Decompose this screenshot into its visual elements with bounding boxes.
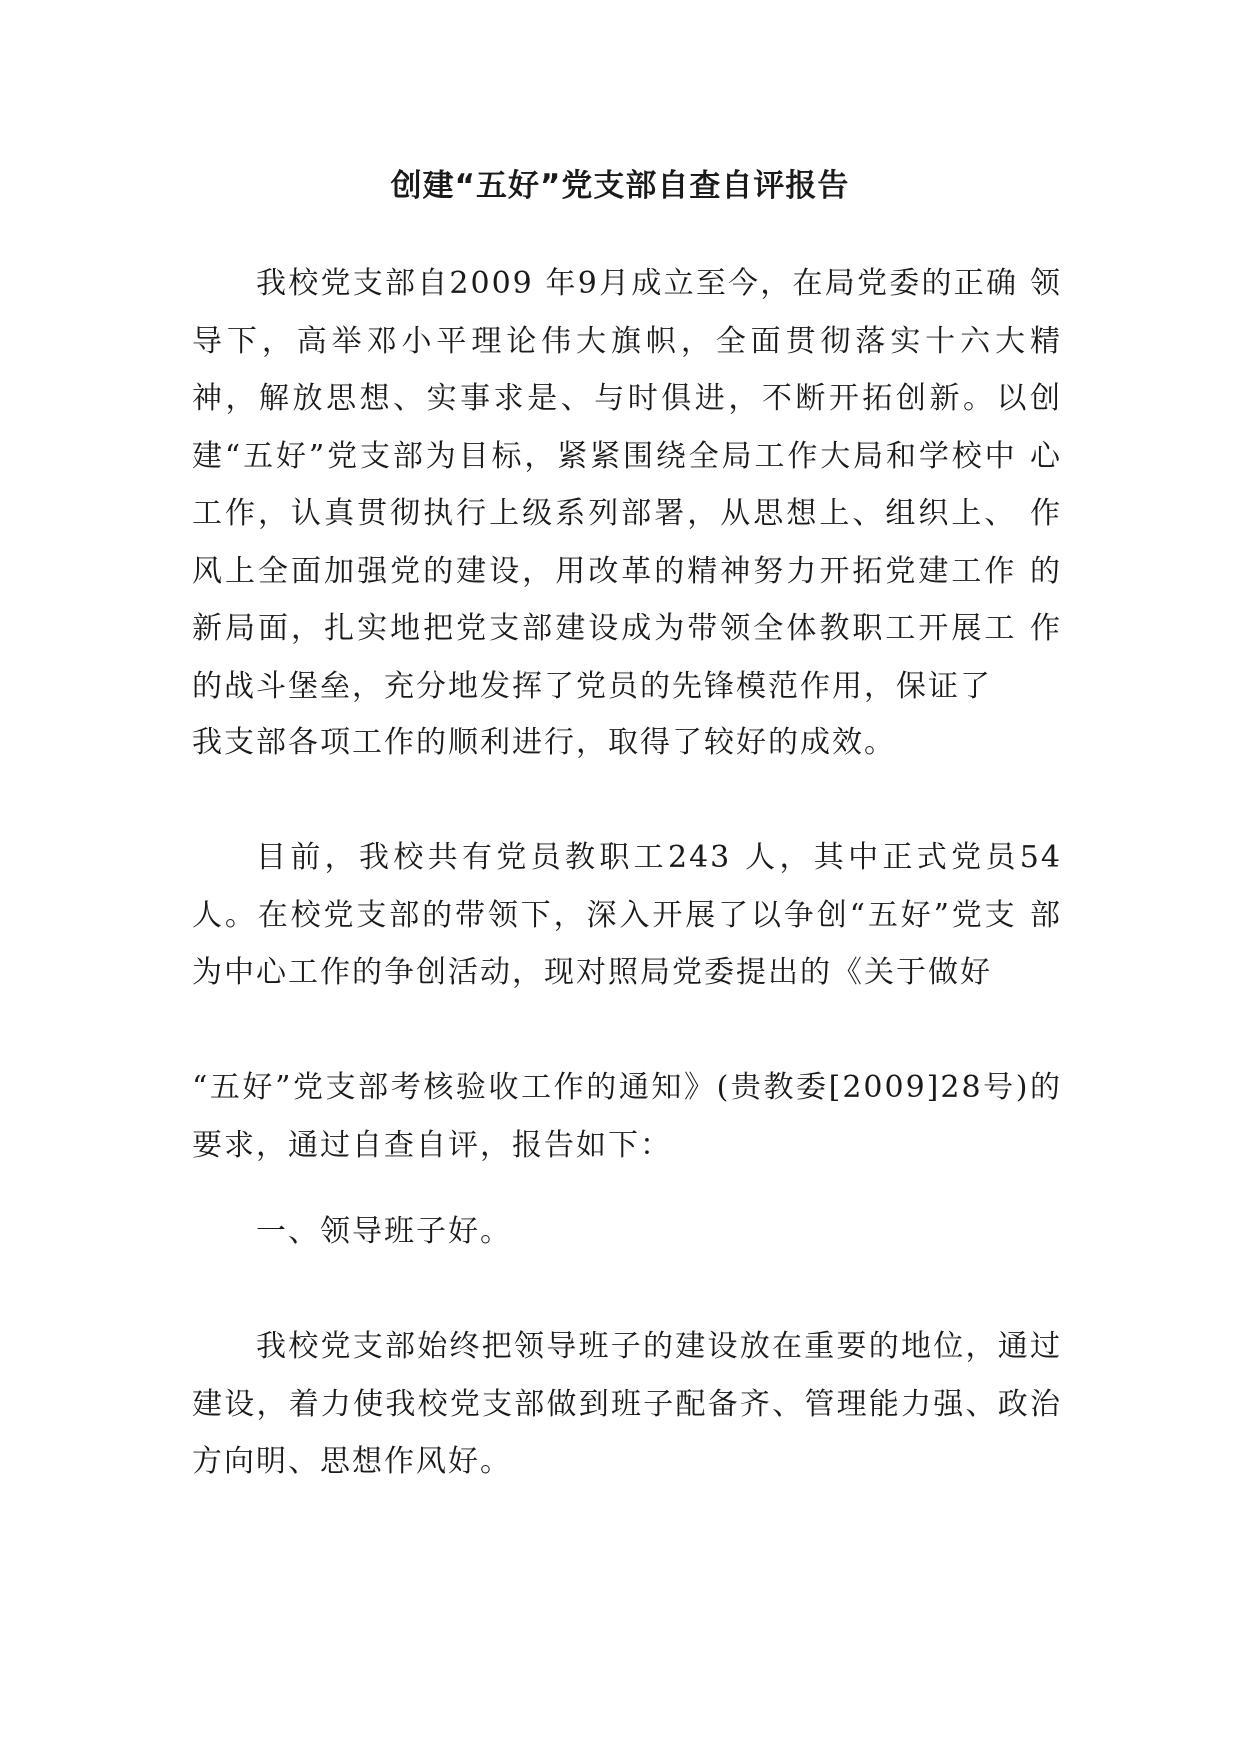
- paragraph-line: 的新局面，扎实地把党支部建设成为带领全体教职工开展工: [192, 553, 1062, 646]
- paragraph-leadership: [192, 1318, 1062, 1491]
- paragraph-members: [192, 829, 1062, 1002]
- paragraph-line: 作风上全面加强党的建设，用改革的精神努力开拓党建工作: [192, 496, 1062, 589]
- paragraph-line: 我校党支部始终把领导班子的建设放在重要的地位，通过建设，着力使我校党支部做到班子配备齐、管理能力强、政治方向明、思想作风好。: [192, 1329, 1062, 1479]
- paragraph-line: “五好”党支部考核验收工作的通知》(贵教委[2009]28号)的要求，通过自查自评，报告如下：: [192, 1070, 1062, 1163]
- paragraph-line: 领导下，高举邓小平理论伟大旗帜，全面贯彻落实十六大精: [192, 266, 1062, 359]
- paragraph-notice: [192, 1059, 1062, 1174]
- paragraph-line: 部为中心工作的争创活动，现对照局党委提出的《关于做好: [192, 897, 1062, 990]
- paragraph-line: 我支部各项工作的顺利进行，取得了较好的成效。: [192, 725, 896, 760]
- paragraph-line: 作的战斗堡垒，充分地发挥了党员的先锋模范作用，保证了: [192, 611, 1062, 704]
- paragraph-line: 我校党支部自2009 年9月成立至今，在局党委的正确: [256, 266, 1019, 301]
- paragraph-intro: [192, 255, 1062, 715]
- paragraph-line: 目前，我校共有党员教职工243 人，其中正式党员54 人。在校党支部的带领下，深入开展了以争创“五好”党支: [192, 840, 1062, 933]
- paragraph-intro-end: [192, 714, 1062, 772]
- section-heading-1: [192, 1203, 1062, 1261]
- paragraph-line: 建“五好”党支部为目标，紧紧围绕全局工作大局和学校中: [192, 438, 1018, 474]
- document-title: 创建“五好”党支部自查自评报告: [390, 168, 850, 204]
- paragraph-line: 心工作，认真贯彻执行上级系列部署，从思想上、组织上、: [192, 438, 1062, 531]
- paragraph-line: 一、领导班子好。: [256, 1214, 512, 1249]
- paragraph-line: 神，解放思想、实事求是、与时俱进，不断开拓创新。以创: [192, 381, 1062, 416]
